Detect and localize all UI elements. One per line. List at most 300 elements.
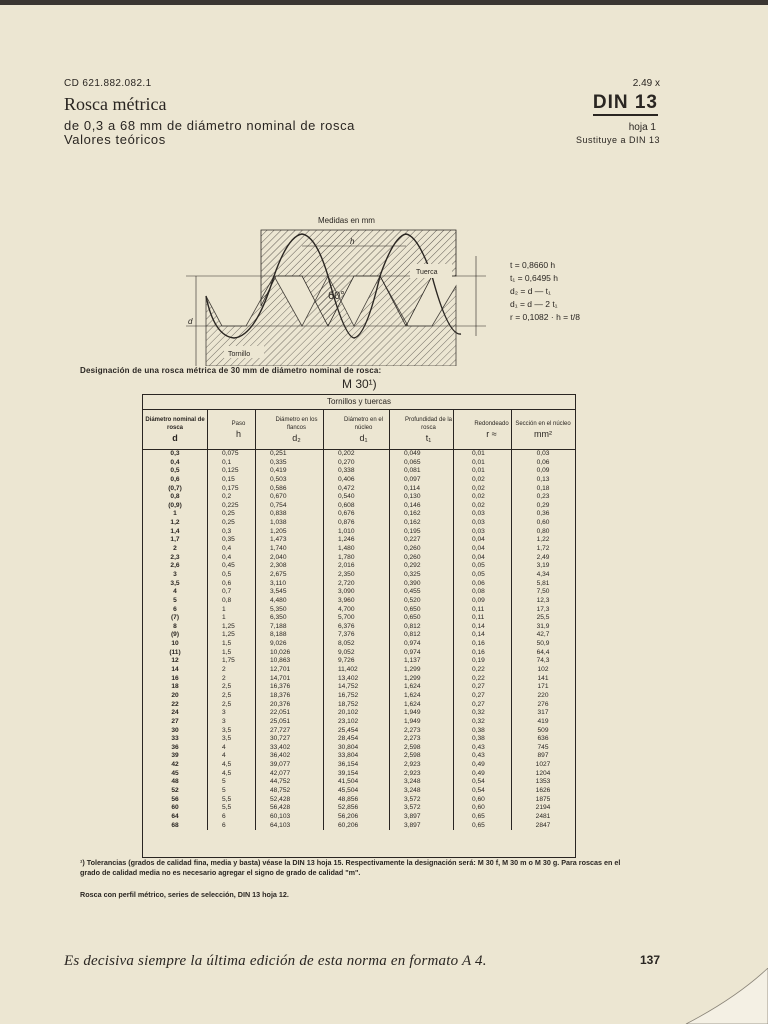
table-cell: 9,026 xyxy=(270,640,287,648)
table-cell: 0,60 xyxy=(472,804,485,812)
table-cell: 0,075 xyxy=(222,450,239,457)
angle-label: 60° xyxy=(328,290,345,302)
table-cell: 2481 xyxy=(535,812,551,820)
table-cell: 745 xyxy=(537,743,549,751)
table-cell: 52 xyxy=(171,786,179,794)
table-cell: 0,15 xyxy=(222,475,235,483)
table-cell: 0,676 xyxy=(338,510,355,518)
table-cell: 33,402 xyxy=(270,743,291,751)
column-header-diameter xyxy=(143,410,208,449)
formula-t1: t₁ = 0,6495 h xyxy=(510,273,559,283)
table-cell: 20,102 xyxy=(338,709,359,717)
replaces-note: Sustituye a DIN 13 xyxy=(575,135,660,145)
table-cell: 4,700 xyxy=(338,605,355,613)
table-cell: 1,949 xyxy=(404,709,421,717)
table-cell: 8 xyxy=(173,622,177,630)
table-cell: 4,34 xyxy=(536,570,550,578)
table-cell: (9) xyxy=(170,631,180,639)
thread-table xyxy=(142,394,576,858)
table-cell: 0,540 xyxy=(338,493,355,501)
table-cell: 1,473 xyxy=(270,536,287,544)
table-cell: 0,097 xyxy=(404,475,421,483)
table-cell: 0,608 xyxy=(338,501,355,509)
table-cell: 60,103 xyxy=(270,812,291,820)
table-cell: 2,598 xyxy=(404,743,421,751)
table-cell: 0,670 xyxy=(270,493,287,501)
table-cell: 317 xyxy=(537,709,549,717)
table-cell: 1,624 xyxy=(404,683,421,691)
table-cell: 1,780 xyxy=(338,553,355,561)
table-cell: 39,077 xyxy=(270,761,291,769)
column-header-symbol: d xyxy=(172,432,178,443)
table-cell: 0,65 xyxy=(472,812,485,820)
table-cell: 0,812 xyxy=(404,631,421,639)
table-cell: 0,14 xyxy=(472,631,485,639)
table-cell: 2,5 xyxy=(222,683,232,691)
table-cell: 1,038 xyxy=(270,519,287,527)
table-cell: 0,06 xyxy=(472,579,485,587)
table-cell: 1,25 xyxy=(222,622,235,630)
table-cell: 1,25 xyxy=(222,631,235,639)
table-cell: 12,701 xyxy=(270,666,291,674)
table-cell: 2,923 xyxy=(404,769,421,777)
table-cell: 3,248 xyxy=(404,778,421,786)
page-top-edge xyxy=(0,0,768,5)
table-cell: 0,202 xyxy=(338,450,355,457)
table-cell: 0,09 xyxy=(472,596,485,604)
table-cell: 0,19 xyxy=(472,657,485,665)
table-cell: 0,23 xyxy=(536,493,550,501)
table-cell: 33,804 xyxy=(338,752,359,760)
table-cell: 13,402 xyxy=(338,674,359,682)
table-cell: 2,923 xyxy=(404,761,421,769)
table-cell: 0,09 xyxy=(536,467,550,475)
table-cell: 1353 xyxy=(535,778,551,786)
table-cell: 1,4 xyxy=(170,527,180,535)
column-header-symbol: r ≈ xyxy=(486,428,497,439)
table-cell: 0,32 xyxy=(472,717,485,725)
table-cell: 4,5 xyxy=(222,761,232,769)
table-cell: 0,43 xyxy=(472,752,485,760)
table-cell: 10,863 xyxy=(270,657,291,665)
thread-profile-diagram xyxy=(186,226,506,366)
table-cell: 45,504 xyxy=(338,786,359,794)
table-cell: 3,545 xyxy=(270,588,287,596)
table-cell: 0,7 xyxy=(222,588,232,596)
table-cell: 5 xyxy=(222,786,226,794)
table-cell: 0,8 xyxy=(222,596,232,604)
table-cell: 0,195 xyxy=(404,527,421,535)
table-cell: 6 xyxy=(173,605,177,613)
table-cell: 2,040 xyxy=(270,553,287,561)
table-cell: 50,9 xyxy=(536,640,550,648)
table-cell: 0,38 xyxy=(472,726,485,734)
table-cell: 0,16 xyxy=(472,640,485,648)
table-cell: 0,812 xyxy=(404,622,421,630)
table-cell: (11) xyxy=(169,648,181,656)
table-cell: 24 xyxy=(171,709,179,717)
footer-note: Es decisiva siempre la última edición de esta norma en formato A 4. xyxy=(64,953,487,969)
table-cell: 0,754 xyxy=(270,501,287,509)
table-cell: 419 xyxy=(537,717,549,725)
table-cell: 0,5 xyxy=(222,570,232,578)
table-cell: 3,090 xyxy=(338,588,355,596)
table-cell: 7,50 xyxy=(536,588,550,596)
table-cell: 4,5 xyxy=(222,769,232,777)
table-cell: 1,72 xyxy=(536,545,550,553)
column-header-symbol: h xyxy=(235,428,241,439)
table-cell: 3,248 xyxy=(404,786,421,794)
table-cell: 0,25 xyxy=(222,510,235,518)
table-cell: 18,752 xyxy=(338,700,359,708)
table-cell: 3,5 xyxy=(170,579,180,587)
table-cell: 3,19 xyxy=(536,562,550,570)
table-cell: 30 xyxy=(171,726,179,734)
designation-example: M 30¹) xyxy=(342,377,377,391)
dimensions-caption: Medidas en mm xyxy=(318,216,375,225)
footnote-series: Rosca con perfil métrico, series de selección, DIN 13 hoja 12. xyxy=(80,890,289,899)
table-cell: 1,480 xyxy=(338,545,355,553)
table-cell: 0,05 xyxy=(472,562,485,570)
table-cell: 1204 xyxy=(535,769,551,777)
table-cell: 9,052 xyxy=(338,648,355,656)
table-cell: 0,02 xyxy=(472,501,485,509)
table-cell: (7) xyxy=(170,614,180,622)
table-cell: 16,376 xyxy=(270,683,291,691)
table-cell: 0,04 xyxy=(472,536,485,544)
formula-t: t = 0,8660 h xyxy=(510,260,556,270)
table-cell: 6 xyxy=(222,812,226,820)
table-cell: 2 xyxy=(173,545,177,553)
table-cell: 0,292 xyxy=(404,562,421,570)
table-cell: 42,7 xyxy=(536,631,550,639)
table-cell: 0,32 xyxy=(472,709,485,717)
table-cell: 276 xyxy=(537,700,549,708)
table-cell: 0,02 xyxy=(472,475,485,483)
table-cell: 17,3 xyxy=(536,605,550,613)
table-cell: 0,472 xyxy=(338,484,355,492)
din-label: DIN 13 xyxy=(593,92,658,116)
bolt-label: Tornillo xyxy=(228,351,251,358)
table-cell: 0,406 xyxy=(338,475,355,483)
table-cell: 16 xyxy=(171,674,179,682)
table-cell: 0,503 xyxy=(270,475,287,483)
table-cell: 0,175 xyxy=(222,484,239,492)
table-cell: 0,6 xyxy=(222,579,232,587)
table-cell: 39 xyxy=(171,752,179,760)
table-cell: 2,5 xyxy=(222,700,232,708)
table-cell: 7,188 xyxy=(270,622,287,630)
table-cell: 0,520 xyxy=(404,596,421,604)
table-cell: 25,5 xyxy=(536,614,550,622)
table-cell: 0,06 xyxy=(536,458,550,466)
table-cell: 48 xyxy=(171,778,179,786)
table-cell: 1,75 xyxy=(222,657,235,665)
table-cell: 60 xyxy=(171,804,179,812)
table-cell: 1626 xyxy=(535,786,551,794)
table-cell: 6 xyxy=(222,821,226,829)
column-header-symbol: mm² xyxy=(534,428,552,439)
table-cell: 0,146 xyxy=(404,501,421,509)
table-cell: 3 xyxy=(222,709,226,717)
table-cell: 30,804 xyxy=(338,743,359,751)
column-header-text: Diámetro en los flancos xyxy=(275,416,318,431)
table-cell: 0,05 xyxy=(472,570,485,578)
table-cell: 0,876 xyxy=(338,519,355,527)
column-header-symbol: d₂ xyxy=(292,432,301,443)
table-cell: 0,4 xyxy=(222,553,232,561)
table-cell: (0,7) xyxy=(168,484,182,492)
table-cell: 8,188 xyxy=(270,631,287,639)
table-column-rounding xyxy=(454,450,512,830)
table-cell: 0,29 xyxy=(536,501,550,509)
table-cell: 1,205 xyxy=(270,527,287,535)
table-cell: 0,419 xyxy=(270,467,287,475)
table-cell: 3,5 xyxy=(222,735,232,743)
table-cell: 3 xyxy=(222,717,226,725)
table-cell: 141 xyxy=(537,674,549,682)
table-cell: 9,726 xyxy=(338,657,355,665)
table-cell: 0,260 xyxy=(404,553,421,561)
table-cell: 2,49 xyxy=(536,553,550,561)
table-cell: 7,376 xyxy=(338,631,355,639)
table-cell: 8,052 xyxy=(338,640,355,648)
nut-label: Tuerca xyxy=(416,269,438,276)
table-cell: 0,80 xyxy=(536,527,550,535)
subtitle-values: Valores teóricos xyxy=(64,132,166,147)
table-cell: 0,081 xyxy=(404,467,421,475)
table-cell: 10,026 xyxy=(270,648,291,656)
table-header-row xyxy=(143,410,575,450)
table-cell: 0,49 xyxy=(472,761,485,769)
column-header-text: Paso xyxy=(231,420,246,427)
table-cell: 0,586 xyxy=(270,484,287,492)
sheet-number: hoja 1 xyxy=(628,122,656,133)
column-header-core-section xyxy=(512,410,574,449)
table-cell: 2,3 xyxy=(170,553,180,561)
table-cell: 22 xyxy=(171,700,179,708)
formula-d2: d₂ = d — t₁ xyxy=(510,286,551,296)
table-cell: 0,04 xyxy=(472,545,485,553)
table-cell: 20,376 xyxy=(270,700,291,708)
table-cell: 0,3 xyxy=(170,450,180,457)
table-cell: 1,7 xyxy=(170,536,180,544)
table-cell: 0,650 xyxy=(404,605,421,613)
table-cell: 33 xyxy=(171,735,179,743)
table-cell: 4 xyxy=(222,752,226,760)
table-cell: (0,9) xyxy=(168,501,182,509)
column-header-symbol: t₁ xyxy=(425,432,432,443)
table-cell: 45 xyxy=(171,769,179,777)
table-cell: 48,856 xyxy=(338,795,359,803)
table-cell: 0,02 xyxy=(472,484,485,492)
table-cell: 1,740 xyxy=(270,545,287,553)
designation-text: Designación de una rosca métrica de 30 mm de diámetro nominal de rosca: xyxy=(80,366,382,375)
table-cell: 0,4 xyxy=(170,458,180,466)
table-cell: 0,974 xyxy=(404,640,421,648)
table-cell: 0,65 xyxy=(472,821,485,829)
table-cell: 0,54 xyxy=(472,786,485,794)
table-cell: 0,1 xyxy=(222,458,232,466)
table-cell: 1,137 xyxy=(404,657,421,665)
table-title: Tornillos y tuercas xyxy=(143,395,575,410)
table-cell: 0,43 xyxy=(472,743,485,751)
table-cell: 39,154 xyxy=(338,769,359,777)
table-cell: 2,720 xyxy=(338,579,355,587)
table-cell: 0,065 xyxy=(404,458,421,466)
table-cell: 0,03 xyxy=(472,527,485,535)
table-cell: 2,6 xyxy=(170,562,180,570)
table-cell: 2,308 xyxy=(270,562,287,570)
table-cell: 10 xyxy=(171,640,179,648)
table-cell: 0,049 xyxy=(404,450,421,457)
table-cell: 102 xyxy=(537,666,549,674)
formula-list xyxy=(510,259,580,324)
table-cell: 0,03 xyxy=(536,450,550,457)
table-cell: 0,01 xyxy=(472,467,485,475)
subtitle-range: de 0,3 a 68 mm de diámetro nominal de rosca xyxy=(64,118,355,133)
table-cell: 0,45 xyxy=(222,562,235,570)
table-cell: 1,624 xyxy=(404,700,421,708)
formula-d1: d₁ = d — 2 t₁ xyxy=(510,299,558,309)
table-cell: 0,08 xyxy=(472,588,485,596)
table-cell: 2,273 xyxy=(404,735,421,743)
table-cell: 0,227 xyxy=(404,536,421,544)
table-cell: 5,700 xyxy=(338,614,355,622)
table-cell: 3 xyxy=(173,570,177,578)
table-column-pitch xyxy=(208,450,256,830)
table-cell: 1,5 xyxy=(222,640,232,648)
table-cell: 0,325 xyxy=(404,570,421,578)
cd-code: CD 621.882.082.1 xyxy=(64,78,152,89)
table-cell: 0,130 xyxy=(404,493,421,501)
table-cell: 52,428 xyxy=(270,795,291,803)
table-column-core-diameter xyxy=(324,450,390,830)
column-header-symbol: d₁ xyxy=(359,432,368,443)
table-cell: 3,897 xyxy=(404,821,421,829)
table-cell: 1,246 xyxy=(338,536,355,544)
table-cell: 6,376 xyxy=(338,622,355,630)
table-cell: 0,270 xyxy=(338,458,355,466)
table-cell: 25,454 xyxy=(338,726,359,734)
table-cell: 56,206 xyxy=(338,812,359,820)
table-cell: 0,974 xyxy=(404,648,421,656)
table-cell: 0,25 xyxy=(222,519,235,527)
table-cell: 0,260 xyxy=(404,545,421,553)
table-cell: 0,335 xyxy=(270,458,287,466)
table-cell: 12,3 xyxy=(536,596,550,604)
table-cell: 0,11 xyxy=(472,605,485,613)
table-cell: 28,454 xyxy=(338,735,359,743)
table-cell: 2194 xyxy=(535,804,551,812)
table-cell: 42,077 xyxy=(270,769,291,777)
table-cell: 14,701 xyxy=(270,674,291,682)
table-cell: 0,38 xyxy=(472,735,485,743)
table-cell: 74,3 xyxy=(536,657,550,665)
table-cell: 1 xyxy=(222,605,226,613)
column-header-text: Diámetro en el núcleo xyxy=(343,416,384,431)
table-cell: 3,572 xyxy=(404,795,421,803)
table-cell: 60,206 xyxy=(338,821,359,829)
table-cell: 2,273 xyxy=(404,726,421,734)
table-cell: 3,572 xyxy=(404,804,421,812)
table-cell: 0,162 xyxy=(404,519,421,527)
table-cell: 5 xyxy=(222,778,226,786)
table-cell: 1 xyxy=(173,510,177,518)
column-header-thread-depth xyxy=(390,410,454,449)
table-cell: 18 xyxy=(171,683,179,691)
table-cell: 2,016 xyxy=(338,562,355,570)
page-curl xyxy=(676,968,768,1024)
table-cell: 2,598 xyxy=(404,752,421,760)
column-header-pitch xyxy=(208,410,256,449)
table-cell: 2 xyxy=(222,674,226,682)
table-cell: 0,60 xyxy=(536,519,550,527)
table-cell: 0,114 xyxy=(404,484,421,492)
table-cell: 36 xyxy=(171,743,179,751)
table-cell: 1,299 xyxy=(404,674,421,682)
page-number: 137 xyxy=(639,953,660,967)
table-cell: 64 xyxy=(171,812,179,820)
table-cell: 36,402 xyxy=(270,752,291,760)
table-cell: 0,6 xyxy=(170,475,180,483)
diameter-label: d xyxy=(188,317,193,326)
table-cell: 0,16 xyxy=(472,648,485,656)
table-cell: 0,251 xyxy=(270,450,287,457)
table-cell: 0,22 xyxy=(472,666,485,674)
table-cell: 0,03 xyxy=(472,510,485,518)
table-cell: 0,02 xyxy=(472,493,485,501)
table-cell: 14,752 xyxy=(338,683,359,691)
table-cell: 0,49 xyxy=(472,769,485,777)
table-cell: 4 xyxy=(222,743,226,751)
table-cell: 1,010 xyxy=(338,527,355,535)
column-header-text: Profundidad de la rosca xyxy=(404,416,453,431)
table-cell: 56,428 xyxy=(270,804,291,812)
table-cell: 5,81 xyxy=(536,579,550,587)
table-cell: 171 xyxy=(537,683,549,691)
table-cell: 0,03 xyxy=(472,519,485,527)
table-cell: 64,4 xyxy=(536,648,550,656)
footnote-tolerances: ¹) Tolerancias (grados de calidad fina, media y basta) véase la DIN 13 hoja 15. Respectivamente la designación será: M 30 f, M 30 m o M 30 g. Para roscas en el grado de calidad media no es necesario agregar el signo de grado de calidad "m". xyxy=(80,858,621,877)
table-cell: 6,350 xyxy=(270,614,287,622)
table-cell: 0,13 xyxy=(536,475,550,483)
table-cell: 0,54 xyxy=(472,778,485,786)
table-column-diameter xyxy=(143,450,208,830)
table-cell: 44,752 xyxy=(270,778,291,786)
table-cell: 16,752 xyxy=(338,691,359,699)
table-cell: 1 xyxy=(222,614,226,622)
table-cell: 0,390 xyxy=(404,579,421,587)
table-cell: 56 xyxy=(171,795,179,803)
table-cell: 5,5 xyxy=(222,804,232,812)
table-cell: 20 xyxy=(171,691,179,699)
table-cell: 0,455 xyxy=(404,588,421,596)
table-cell: 23,102 xyxy=(338,717,359,725)
table-cell: 1,299 xyxy=(404,666,421,674)
table-cell: 1,624 xyxy=(404,691,421,699)
table-cell: 0,22 xyxy=(472,674,485,682)
table-cell: 2 xyxy=(222,666,226,674)
table-cell: 0,36 xyxy=(536,510,550,518)
table-cell: 36,154 xyxy=(338,761,359,769)
table-cell: 30,727 xyxy=(270,735,291,743)
table-cell: 0,8 xyxy=(170,493,180,501)
table-cell: 897 xyxy=(537,752,549,760)
table-cell: 2,675 xyxy=(270,570,287,578)
table-cell: 18,376 xyxy=(270,691,291,699)
table-cell: 1,2 xyxy=(170,519,180,527)
